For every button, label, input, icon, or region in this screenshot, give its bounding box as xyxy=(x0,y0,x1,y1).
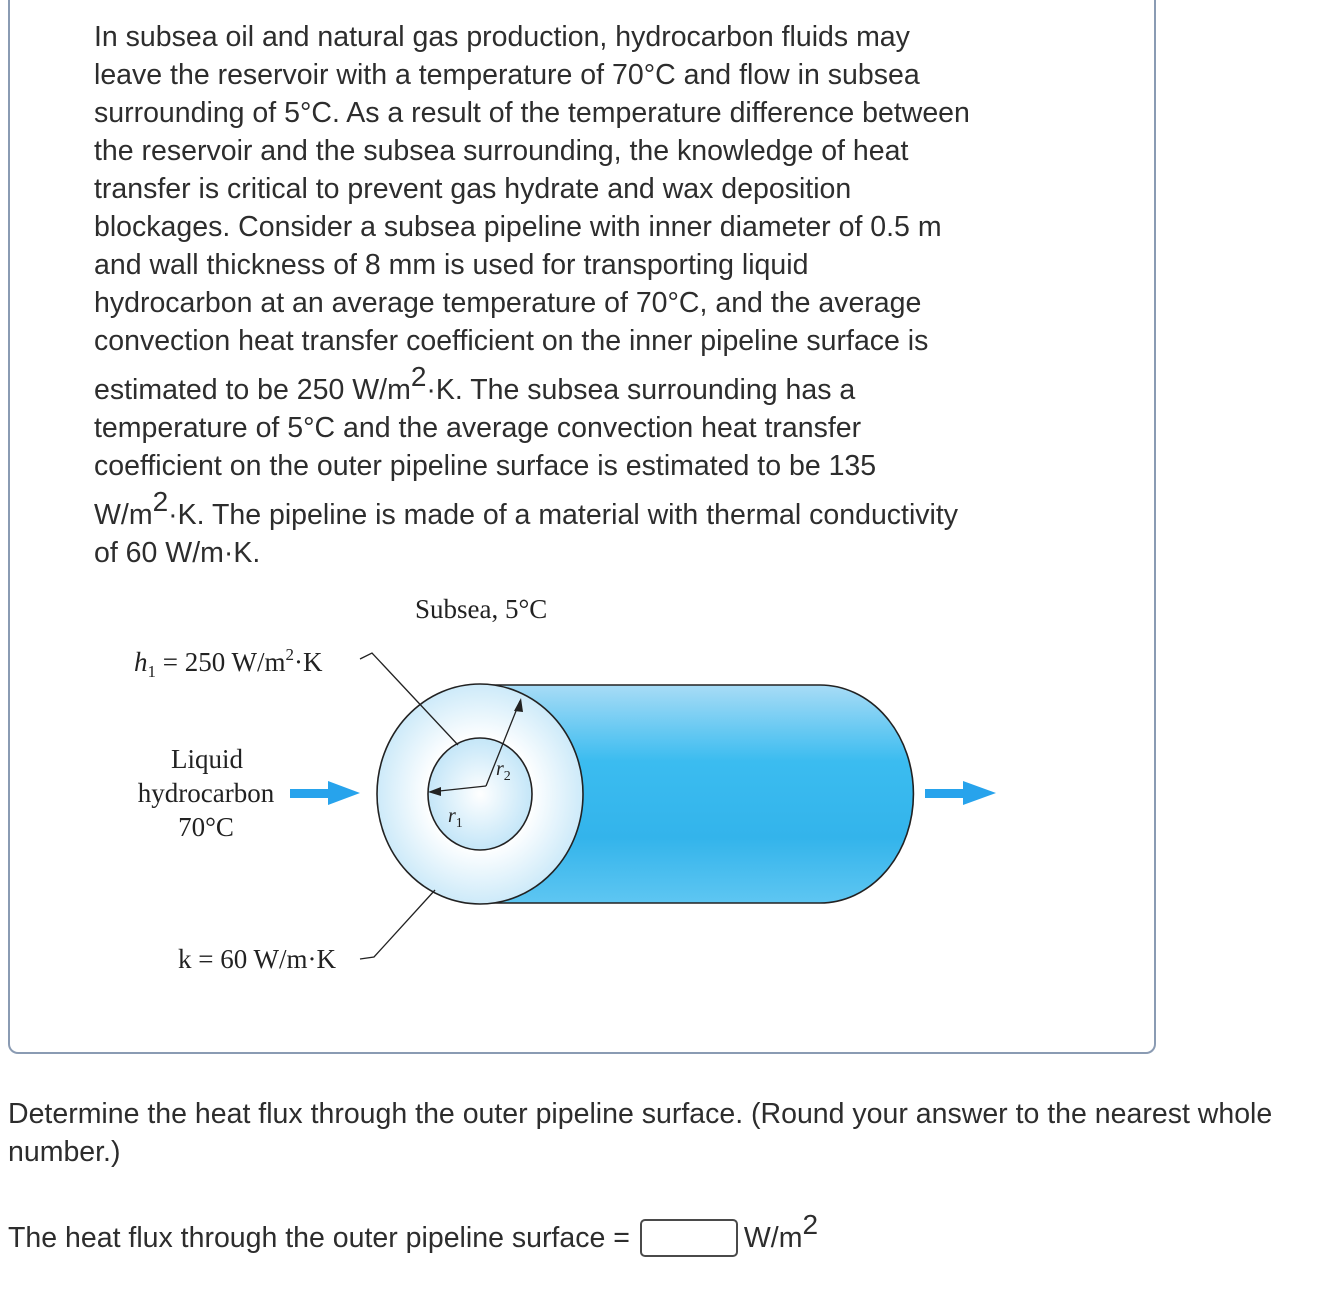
h1-label xyxy=(134,645,323,681)
pipe-inner-bore xyxy=(428,738,532,850)
liquid-label-line1: Liquid xyxy=(171,744,243,774)
problem-line: surrounding of 5°C. As a result of the temperature difference between xyxy=(94,97,970,129)
k-leader-line xyxy=(360,890,435,959)
problem-line xyxy=(94,485,1084,534)
heat-flux-answer-input[interactable] xyxy=(640,1219,738,1257)
subsea-label: Subsea, 5°C xyxy=(415,594,548,624)
problem-line: convection heat transfer coefficient on the inner pipeline surface is xyxy=(94,325,929,357)
liquid-label-line3: 70°C xyxy=(178,812,234,842)
question-text: Determine the heat flux through the outer pipeline surface. (Round your answer to the nearest whole number.) xyxy=(8,1098,1273,1168)
k-label: k = 60 W/m·K xyxy=(178,944,336,974)
liquid-label-line2: hydrocarbon xyxy=(137,778,275,808)
problem-line: In subsea oil and natural gas production, hydrocarbon fluids may xyxy=(94,21,910,53)
h1-unit: ·K xyxy=(293,647,323,677)
problem-line: coefficient on the outer pipeline surface is estimated to be 135 xyxy=(94,450,877,482)
problem-line: transfer is critical to prevent gas hydrate and wax deposition xyxy=(94,173,852,205)
problem-line: hydrocarbon at an average temperature of 70°C, and the average xyxy=(94,287,922,319)
pipeline-figure xyxy=(110,585,1010,985)
answer-row xyxy=(8,1209,819,1258)
h1-symbol: h xyxy=(134,647,148,677)
r1-label: $r_1$ xyxy=(448,805,463,831)
superscript: 2 xyxy=(152,486,169,517)
r2-label: $r_2$ xyxy=(496,758,511,784)
h1-superscript: 2 xyxy=(285,645,294,664)
problem-line: leave the reservoir with a temperature of 70°C and flow in subsea xyxy=(94,59,920,91)
problem-text: estimated to be 250 W/m xyxy=(94,374,411,406)
answer-unit xyxy=(743,1209,819,1258)
problem-line: blockages. Consider a subsea pipeline with inner diameter of 0.5 m xyxy=(94,211,942,243)
problem-line: of 60 W/m·K. xyxy=(94,537,261,569)
unit-text: W/m xyxy=(743,1222,803,1254)
superscript: 2 xyxy=(410,361,427,392)
problem-text: ·K. The subsea surrounding has a xyxy=(426,374,856,406)
problem-text: ·K. The pipeline is made of a material with thermal conductivity xyxy=(168,499,959,531)
problem-line: and wall thickness of 8 mm is used for transporting liquid xyxy=(94,249,809,281)
problem-line: the reservoir and the subsea surrounding, the knowledge of heat xyxy=(94,135,909,167)
h1-subscript: 1 xyxy=(147,662,156,681)
answer-label: The heat flux through the outer pipeline surface = xyxy=(8,1222,630,1254)
outlet-arrow xyxy=(925,781,996,805)
problem-line xyxy=(94,360,1084,409)
unit-superscript: 2 xyxy=(802,1209,819,1240)
problem-line: temperature of 5°C and the average convection heat transfer xyxy=(94,412,862,444)
h1-value: = 250 W/m xyxy=(156,647,286,677)
problem-statement xyxy=(94,18,1084,572)
inlet-arrow xyxy=(290,781,360,805)
problem-text: W/m xyxy=(94,499,153,531)
